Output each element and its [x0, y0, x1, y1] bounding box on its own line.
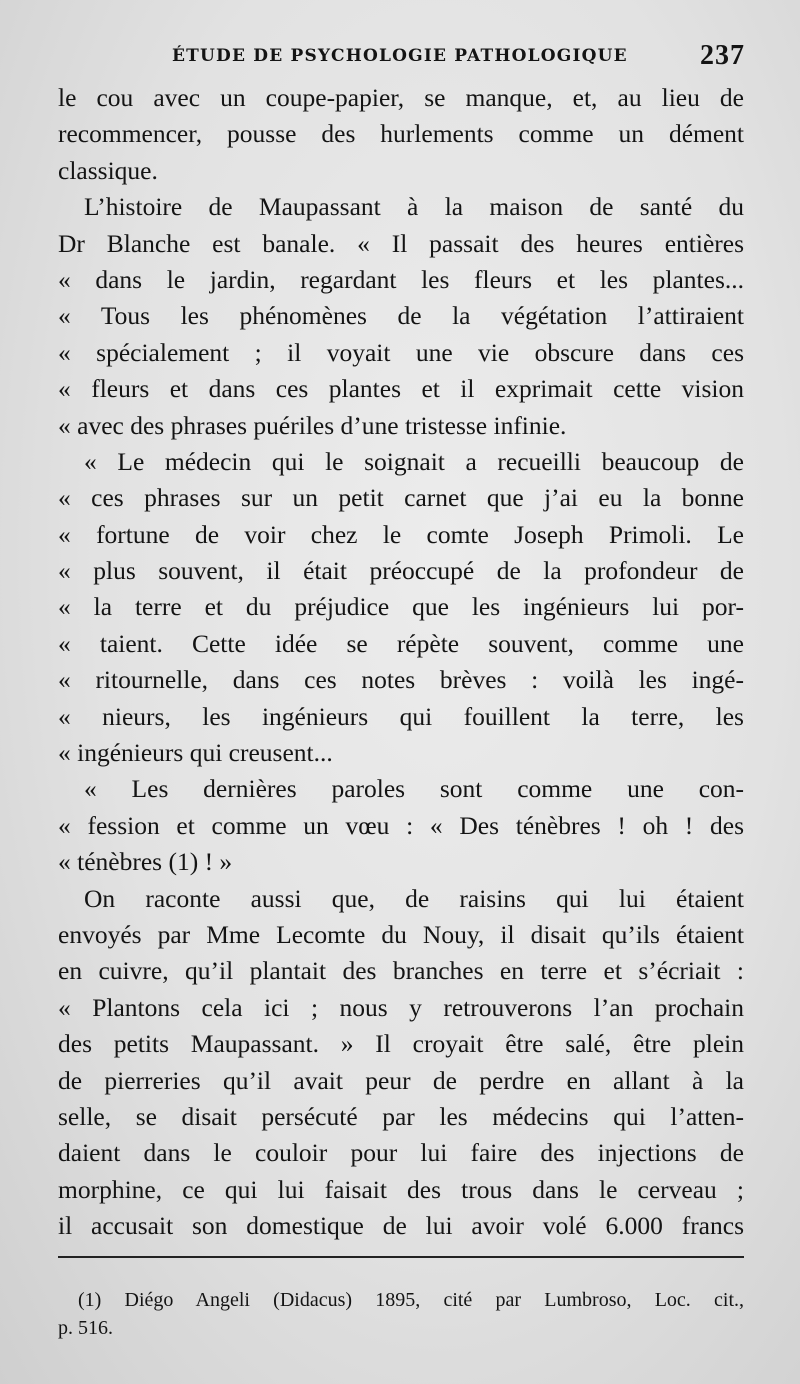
page-number: 237	[700, 40, 745, 71]
text-line: recommencer, pousse des hurlements comme un dément	[58, 119, 744, 149]
text-line: « ces phrases sur un petit carnet que j’ai eu la bonne	[58, 483, 744, 513]
text-line: envoyés par Mme Lecomte du Nouy, il disait qu’ils étaient	[58, 919, 744, 949]
text-line: « la terre et du préjudice que les ingénieurs lui por-	[58, 592, 744, 622]
body-text	[58, 80, 744, 1245]
text-line: le cou avec un coupe-papier, se manque, et, au lieu de	[58, 83, 744, 112]
text-line: des petits Maupassant. » Il croyait être salé, être plein	[58, 1029, 744, 1059]
footnote-line: p. 516.	[58, 1317, 113, 1339]
text-line: « Tous les phénomènes de la végétation l’attiraient	[58, 301, 744, 331]
footnote-line: (1) Diégo Angeli (Didacus) 1895, cité par Lumbroso, Loc. cit.,	[78, 1289, 744, 1311]
text-line: L’histoire de Maupassant à la maison de santé du	[84, 192, 744, 222]
text-line: « Plantons cela ici ; nous y retrouverons l’an prochain	[58, 992, 744, 1022]
running-title: ÉTUDE DE PSYCHOLOGIE PATHOLOGIQUE	[172, 46, 628, 66]
text-line: « Le médecin qui le soignait a recueilli beaucoup de	[84, 446, 744, 476]
footnote-divider	[58, 1256, 744, 1258]
text-line: morphine, ce qui lui faisait des trous dans le cerveau ;	[58, 1174, 744, 1204]
text-line: « ingénieurs qui creusent...	[58, 738, 333, 768]
text-line: « ténèbres (1) ! »	[58, 847, 233, 877]
text-line: « fession et comme un vœu : « Des ténèbres ! oh ! des	[58, 810, 744, 840]
text-line: daient dans le couloir pour lui faire des injections de	[58, 1138, 744, 1168]
text-line: « fortune de voir chez le comte Joseph Primoli. Le	[58, 519, 744, 549]
text-line: classique.	[58, 155, 158, 185]
text-line: « plus souvent, il était préoccupé de la profondeur de	[58, 556, 744, 586]
text-line: On raconte aussi que, de raisins qui lui étaient	[84, 883, 744, 913]
text-line: il accusait son domestique de lui avoir volé 6.000 francs	[58, 1211, 744, 1241]
text-line: « Les dernières paroles sont comme une con-	[84, 774, 744, 804]
text-line: en cuivre, qu’il plantait des branches en terre et s’écriait :	[58, 956, 744, 986]
text-line: « spécialement ; il voyait une vie obscure dans ces	[58, 337, 744, 367]
text-line: « dans le jardin, regardant les fleurs et les plantes...	[58, 264, 744, 294]
text-line: Dr Blanche est banale. « Il passait des heures entières	[58, 228, 744, 258]
text-line: de pierreries qu’il avait peur de perdre en allant à la	[58, 1065, 744, 1095]
text-line: « taient. Cette idée se répète souvent, comme une	[58, 628, 744, 658]
text-line: « nieurs, les ingénieurs qui fouillent la terre, les	[58, 701, 744, 731]
running-head	[0, 40, 800, 74]
text-line: selle, se disait persécuté par les médecins qui l’atten-	[58, 1101, 744, 1131]
footnote	[58, 1286, 744, 1342]
text-line: « avec des phrases puériles d’une tristesse infinie.	[58, 410, 567, 440]
text-line: « fleurs et dans ces plantes et il exprimait cette vision	[58, 374, 744, 404]
text-line: « ritournelle, dans ces notes brèves : voilà les ingé-	[58, 665, 744, 695]
